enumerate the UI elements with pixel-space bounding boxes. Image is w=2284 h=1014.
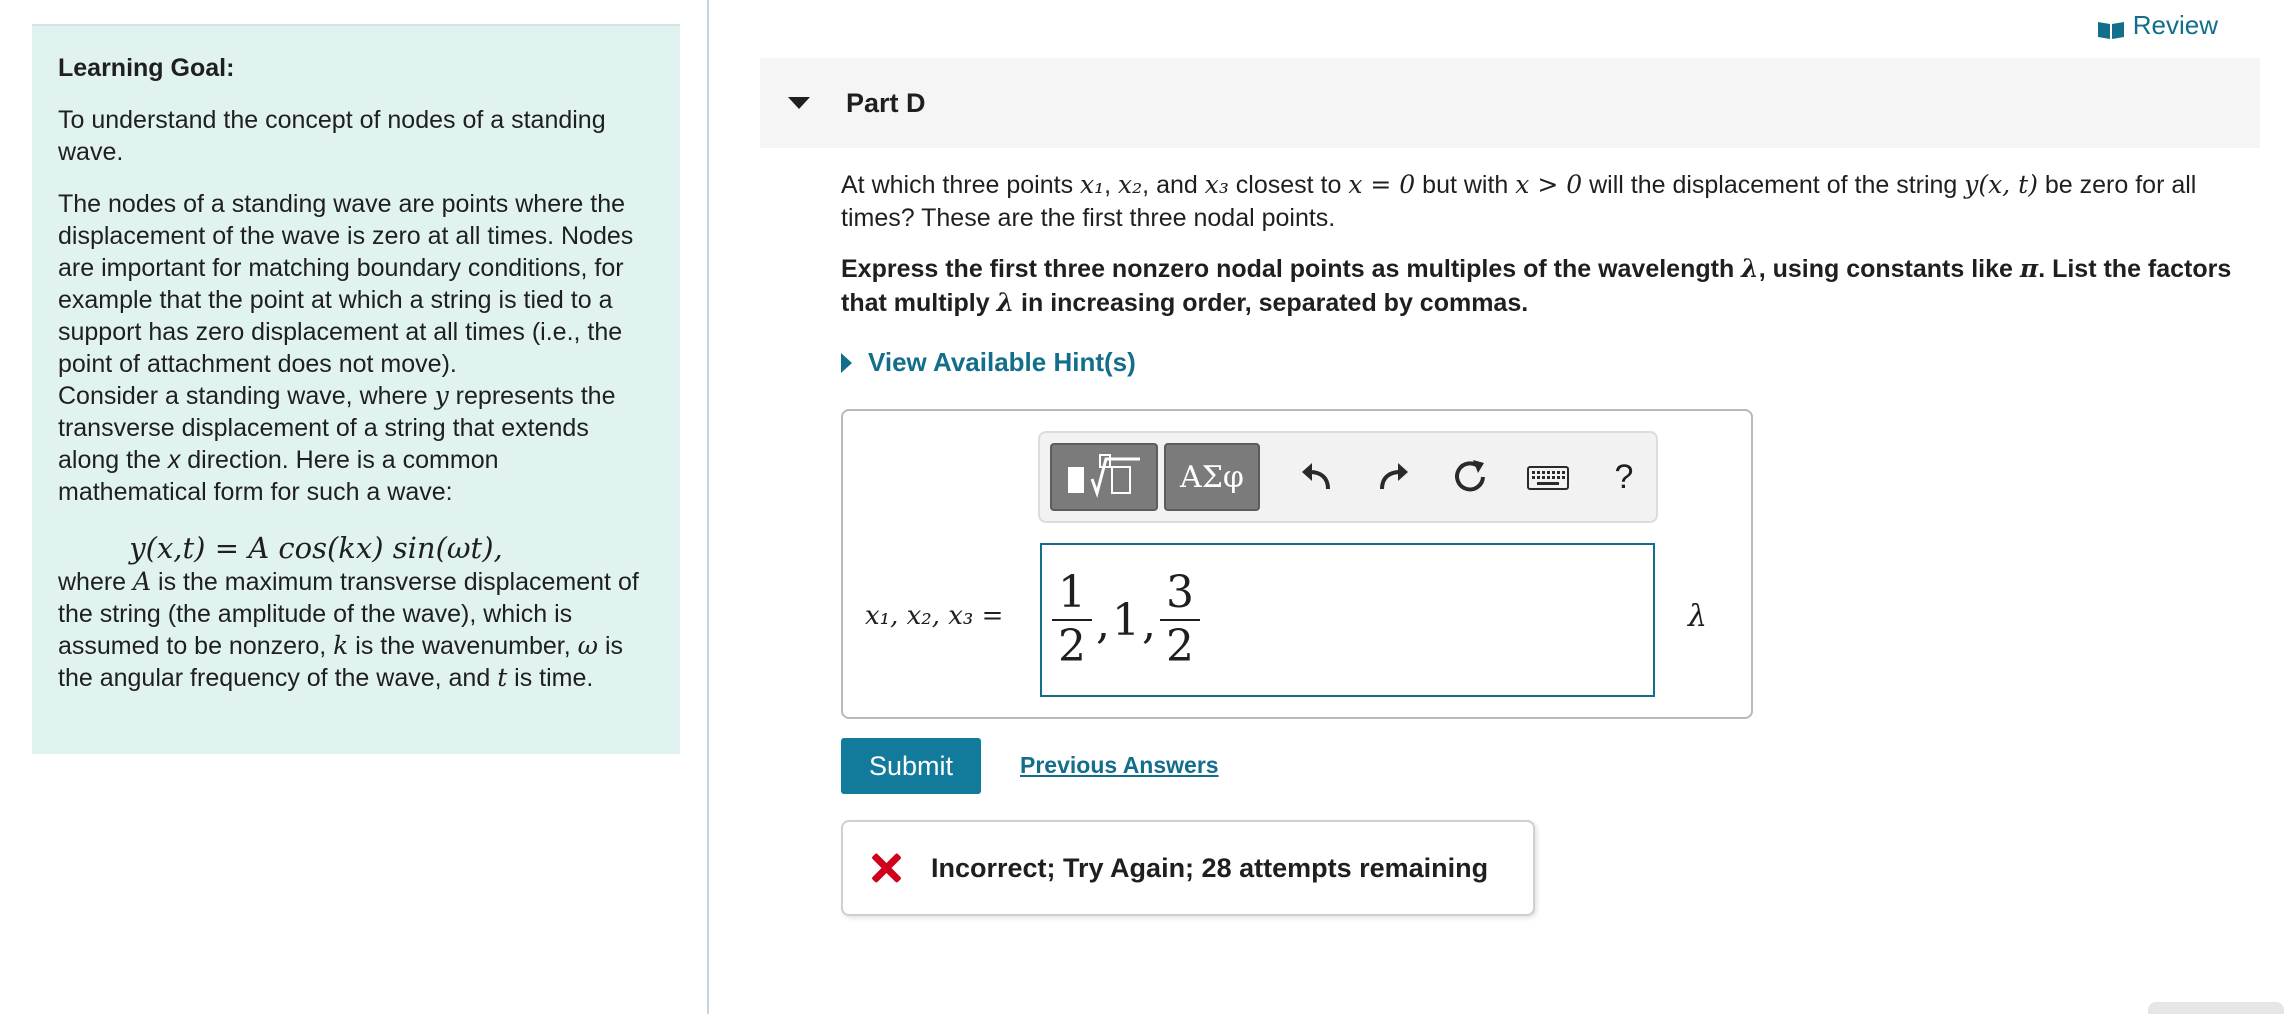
separator-comma: , bbox=[1142, 597, 1156, 649]
view-hints-label: View Available Hint(s) bbox=[868, 347, 1136, 377]
expand-caret-icon bbox=[841, 353, 852, 373]
question-text: At which three points x₁, x₂, and x₃ closest to x = 0 but with x > 0 will the displacement of the string y(x, t) be zero for all times? These are the first three nodal points. bbox=[841, 170, 2197, 232]
separator-comma: , bbox=[1096, 597, 1110, 649]
previous-answers-link[interactable]: Previous Answers bbox=[1020, 752, 1219, 778]
fraction-three-halves: $\frac{3}{2}$ bbox=[1160, 567, 1200, 673]
undo-button[interactable] bbox=[1292, 443, 1340, 511]
book-icon bbox=[2097, 16, 2125, 36]
learning-goal-paragraph-3: where A is the maximum transverse displacement of the string (the amplitude of the wave), which is assumed to be nonzero, k is the wavenumber, ω is the angular frequency of the wave, and t is time. bbox=[58, 567, 639, 692]
panel-divider bbox=[707, 0, 709, 1014]
fraction-one-half: $\frac{1}{2}$ bbox=[1052, 567, 1092, 673]
learning-goal-paragraph-2: Consider a standing wave, where y represents the transverse displacement of a string that extends along the x direction. Here is a common mathematical form for such a wave: bbox=[58, 381, 616, 506]
learning-goal-panel bbox=[32, 24, 680, 754]
reset-icon bbox=[1451, 458, 1489, 496]
symbols-button[interactable]: ΑΣφ bbox=[1164, 443, 1260, 511]
math-toolbar bbox=[1038, 431, 1658, 523]
part-header[interactable] bbox=[760, 58, 2260, 148]
submit-button[interactable]: Submit bbox=[841, 738, 981, 794]
learning-goal-title: Learning Goal: bbox=[58, 54, 235, 82]
answer-box bbox=[841, 409, 1753, 719]
variable-label: x₁, x₂, x₃ = bbox=[865, 601, 1004, 631]
wave-equation: y(x,t) = A cos(kx) sin(ωt), bbox=[129, 531, 503, 565]
learning-goal-paragraph-1: The nodes of a standing wave are points where the displacement of the wave is zero at all times. Nodes are important for matching boundary conditions, for example that the point at which a string is tied to a support has zero displacement at all times (i.e., the point of attachment does not move). bbox=[58, 190, 634, 378]
keyboard-button[interactable] bbox=[1518, 443, 1578, 511]
keyboard-icon bbox=[1527, 463, 1569, 491]
unit-label: λ bbox=[1688, 599, 1708, 634]
reset-button[interactable] bbox=[1446, 443, 1494, 511]
answer-input[interactable] bbox=[1040, 543, 1655, 697]
learning-goal-intro: To understand the concept of nodes of a standing wave. bbox=[58, 106, 606, 166]
instruction-text: Express the first three nonzero nodal points as multiples of the wavelength λ, using constants like π. List the factors that multiply λ in increasing order, separated by commas. bbox=[841, 254, 2232, 317]
feedback-text: Incorrect; Try Again; 28 attempts remaining bbox=[931, 852, 1489, 883]
part-title: Part D bbox=[846, 87, 926, 118]
redo-icon bbox=[1376, 459, 1412, 495]
answer-middle-value: 1 bbox=[1112, 594, 1140, 646]
templates-button[interactable] bbox=[1050, 443, 1158, 511]
review-link[interactable] bbox=[2097, 10, 2218, 41]
incorrect-x-icon bbox=[871, 853, 901, 883]
view-hints-link[interactable] bbox=[841, 347, 1136, 378]
undo-icon bbox=[1298, 459, 1334, 495]
review-label: Review bbox=[2132, 10, 2218, 40]
bottom-corner-tab[interactable] bbox=[2148, 1002, 2284, 1014]
templates-icon bbox=[1062, 453, 1146, 501]
help-button[interactable]: ? bbox=[1614, 457, 1634, 496]
collapse-caret-icon[interactable] bbox=[788, 97, 810, 109]
redo-button[interactable] bbox=[1370, 443, 1418, 511]
feedback-box bbox=[841, 820, 1535, 916]
